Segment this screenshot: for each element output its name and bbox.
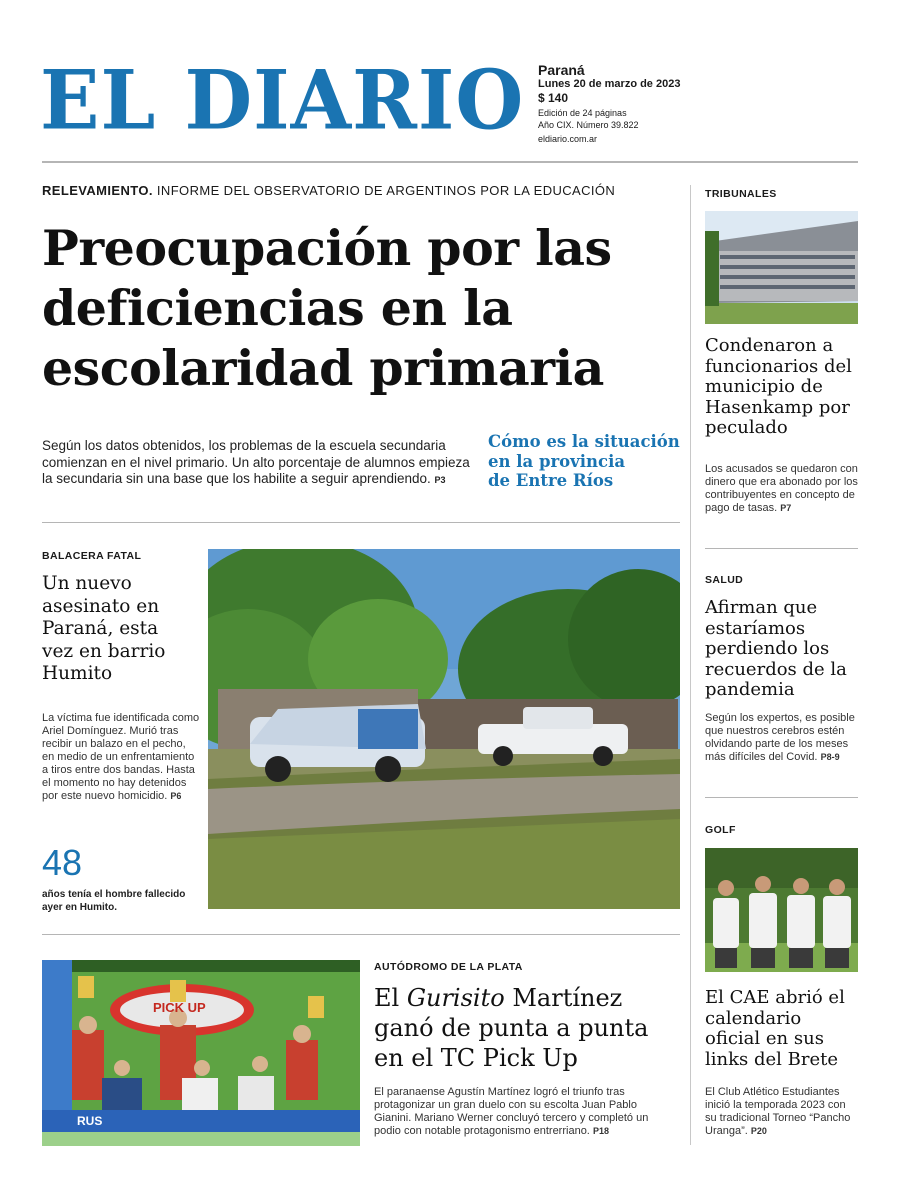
page-ref: P18	[592, 1126, 609, 1136]
column-divider	[690, 185, 691, 1145]
section-divider	[705, 548, 858, 549]
body-text: El paranaense Agustín Martínez logró el triunfo tras protagonizar un gran duelo con su escolta Juan Pablo Gianini. Mariano Werner concluyó tercero y completó un podio con notable protagonismo entrerriano.	[374, 1086, 649, 1137]
salud-headline[interactable]: Afirman que estaríamos perdiendo los recuerdos de la pandemia	[705, 597, 847, 700]
page-ref: P7	[780, 503, 792, 513]
headline-text: El	[374, 984, 407, 1012]
autodromo-body	[374, 1086, 674, 1138]
main-lead	[42, 438, 472, 489]
body-text: La víctima fue identificada como Ariel Domínguez. Murió tras recibir un balazo en el pecho, en medio de un enfrentamiento a tiros entre dos bandas. Hasta el momento no hay detenidos por este nuevo homicidio.	[42, 712, 200, 802]
balacera-body	[42, 712, 200, 803]
autodromo-headline[interactable]	[374, 983, 674, 1073]
number-caption: años tenía el hombre fallecido ayer en Humito.	[42, 889, 186, 913]
city: Paraná	[538, 62, 585, 78]
courthouse-photo	[705, 211, 858, 324]
section-divider	[705, 797, 858, 798]
kicker-text: INFORME DEL OBSERVATORIO DE ARGENTINOS POR LA EDUCACIÓN	[152, 183, 616, 198]
lead-text: Según los datos obtenidos, los problemas de la escuela secundaria comienzan en el nivel primario. Un alto porcentaje de alumnos empieza la secundaria sin una base que los habilite a seguir aprendiendo.	[42, 438, 470, 486]
masthead-divider	[42, 161, 858, 163]
balacera-headline[interactable]: Un nuevo asesinato en Paraná, esta vez en barrio Humito	[42, 573, 166, 684]
tribunales-headline[interactable]: Condenaron a funcionarios del municipio de Hasenkamp por peculado	[705, 335, 852, 438]
headline-line: deficiencias en la	[42, 279, 513, 337]
golf-headline[interactable]: El CAE abrió el calendario oficial en sus links del Brete	[705, 987, 845, 1070]
section-golf: GOLF	[705, 824, 736, 836]
page-ref: P8-9	[820, 752, 840, 762]
page-ref: P6	[170, 791, 182, 801]
website[interactable]: eldiario.com.ar	[538, 134, 598, 144]
masthead-info	[538, 62, 738, 145]
section-salud: SALUD	[705, 574, 744, 586]
salud-body	[705, 712, 858, 764]
main-subheadline[interactable]	[488, 432, 688, 491]
kicker-label: RELEVAMIENTO.	[42, 183, 153, 198]
section-autodromo: AUTÓDROMO DE LA PLATA	[374, 961, 523, 973]
newspaper-logo: EL DIARIO	[40, 52, 525, 149]
main-kicker	[42, 183, 615, 198]
subheadline-line: en la provincia	[488, 451, 626, 471]
year-number: Año CIX. Número 39.822	[538, 120, 639, 130]
sponsor-label: RUS	[77, 1114, 103, 1128]
edition-info: Edición de 24 páginas	[538, 108, 627, 118]
subheadline-line: de Entre Ríos	[488, 471, 614, 490]
date: Lunes 20 de marzo de 2023	[538, 78, 681, 90]
page-ref: P3	[434, 475, 446, 485]
subheadline-line: Cómo es la situación	[488, 432, 680, 451]
headline-italic: Gurisito	[406, 984, 505, 1012]
section-divider	[42, 934, 680, 935]
big-number: 48	[42, 842, 83, 883]
main-headline[interactable]	[42, 218, 662, 398]
body-text: El Club Atlético Estudiantes inició la temporada 2023 con su tradicional Torneo “Pancho Uranga”.	[705, 1086, 851, 1137]
page-ref: P20	[750, 1126, 767, 1136]
crime-scene-photo	[208, 549, 680, 909]
banner-text	[153, 1000, 206, 1015]
section-tribunales: TRIBUNALES	[705, 188, 777, 200]
sponsor-banner	[77, 1114, 102, 1128]
section-balacera: BALACERA FATAL	[42, 550, 142, 562]
banner-label: PICK UP	[153, 1000, 206, 1015]
golf-body	[705, 1086, 858, 1138]
headline-line: escolaridad primaria	[42, 339, 604, 397]
golf-players-photo	[705, 848, 858, 972]
headline-line: Preocupación por las	[42, 219, 612, 277]
section-divider	[42, 522, 680, 523]
body-text: Según los expertos, es posible que nuestros cerebros estén olvidando parte de los meses más difíciles del Covid.	[705, 712, 855, 763]
body-text: Los acusados se quedaron con dinero que era abonado por los contribuyentes en concepto de pago de tasas.	[705, 463, 858, 514]
podium-photo	[42, 960, 360, 1146]
tribunales-body	[705, 463, 858, 515]
price: $ 140	[538, 91, 569, 105]
headline-text: Martínez ganó de punta a punta en el TC Pick Up	[374, 984, 649, 1072]
